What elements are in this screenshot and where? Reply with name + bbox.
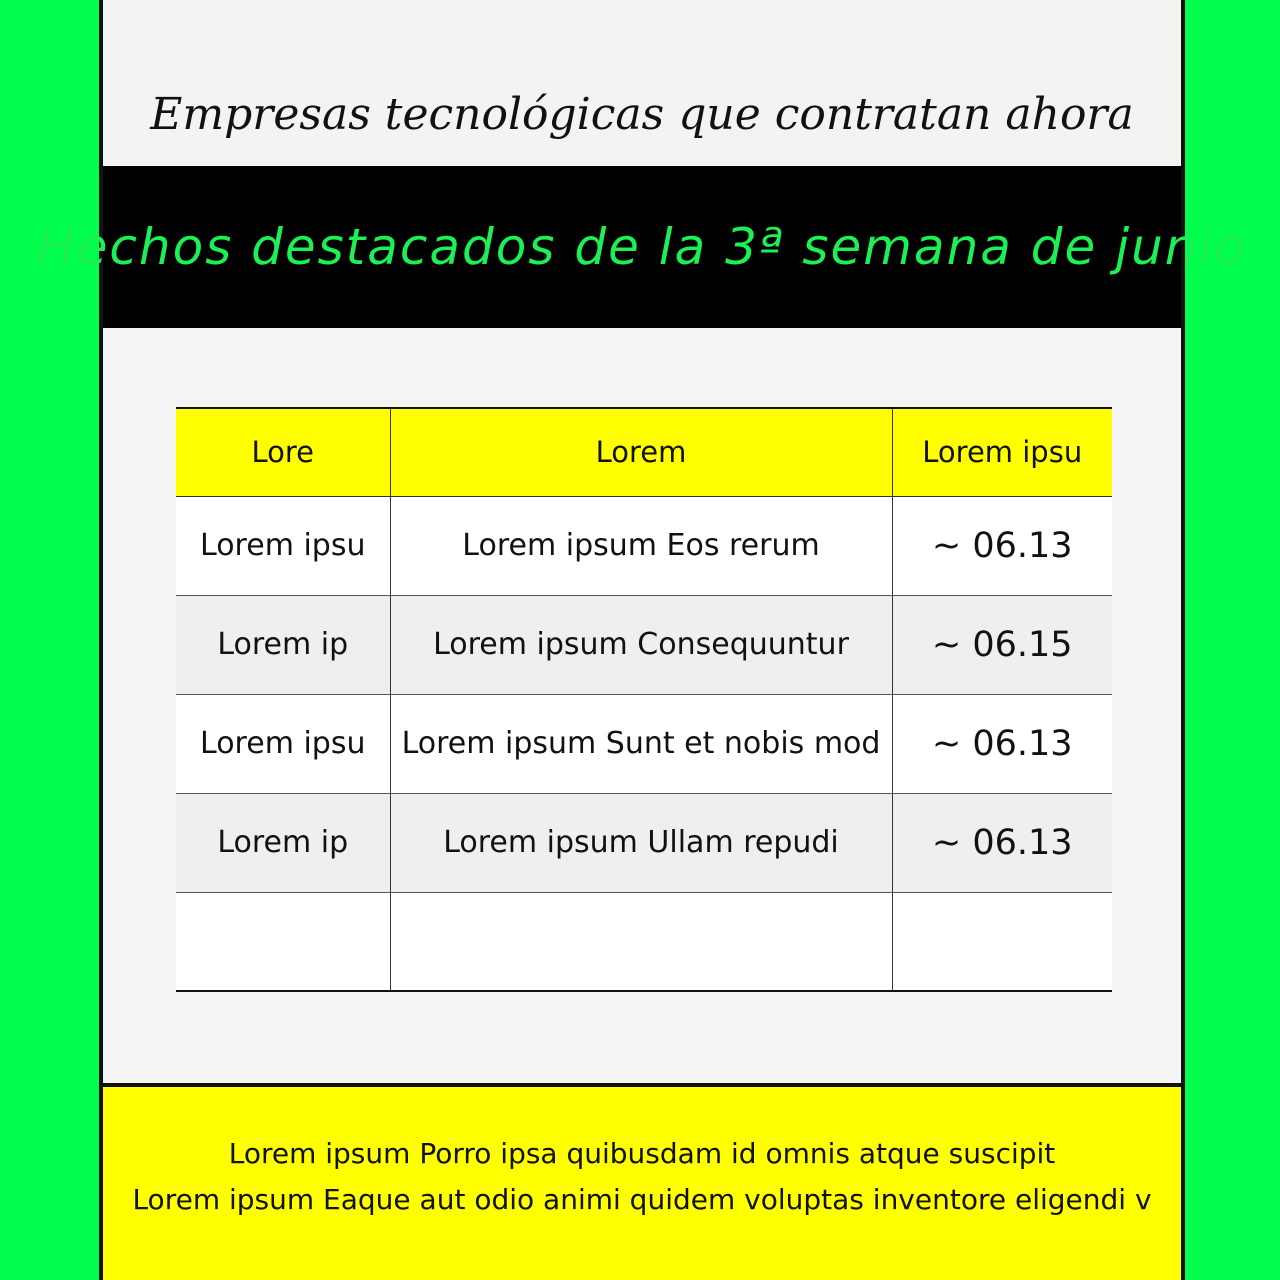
header [103, 0, 1181, 166]
table-row [176, 694, 1112, 793]
table-cell-date: ~ 06.13 [892, 496, 1112, 595]
footer [103, 1083, 1181, 1280]
table-row [176, 496, 1112, 595]
table-row [176, 595, 1112, 694]
column-header: Lore [176, 408, 390, 496]
table-cell: Lorem ipsum Consequuntur [390, 595, 892, 694]
table-cell: Lorem ipsu [176, 694, 390, 793]
banner [37, 166, 1247, 328]
table-cell: Lorem ip [176, 595, 390, 694]
footer-line: Lorem ipsum Porro ipsa quibusdam id omnis atque suscipit [228, 1137, 1056, 1170]
highlights-table [176, 407, 1112, 992]
header-title: Empresas tecnológicas que contratan ahora [150, 89, 1134, 140]
table-cell: Lorem ipsum Eos rerum [390, 496, 892, 595]
table-cell [390, 892, 892, 991]
table-row-empty [176, 892, 1112, 991]
table-cell: Lorem ipsu [176, 496, 390, 595]
footer-line: Lorem ipsum Eaque aut odio animi quidem voluptas inventore eligendi v [132, 1183, 1152, 1216]
table-header-row [176, 408, 1112, 496]
poster-panel [37, 0, 1247, 1280]
table-cell-date: ~ 06.15 [892, 595, 1112, 694]
table-cell: Lorem ipsum Sunt et nobis mod [390, 694, 892, 793]
table-row [176, 793, 1112, 892]
table-cell: Lorem ipsum Ullam repudi [390, 793, 892, 892]
table-cell-date: ~ 06.13 [892, 694, 1112, 793]
table-cell [892, 892, 1112, 991]
column-header: Lorem ipsu [892, 408, 1112, 496]
table-cell-date: ~ 06.13 [892, 793, 1112, 892]
banner-title: Hechos destacados de la 3ª semana de junio [37, 218, 1247, 276]
column-header: Lorem [390, 408, 892, 496]
table-cell [176, 892, 390, 991]
table-cell: Lorem ip [176, 793, 390, 892]
